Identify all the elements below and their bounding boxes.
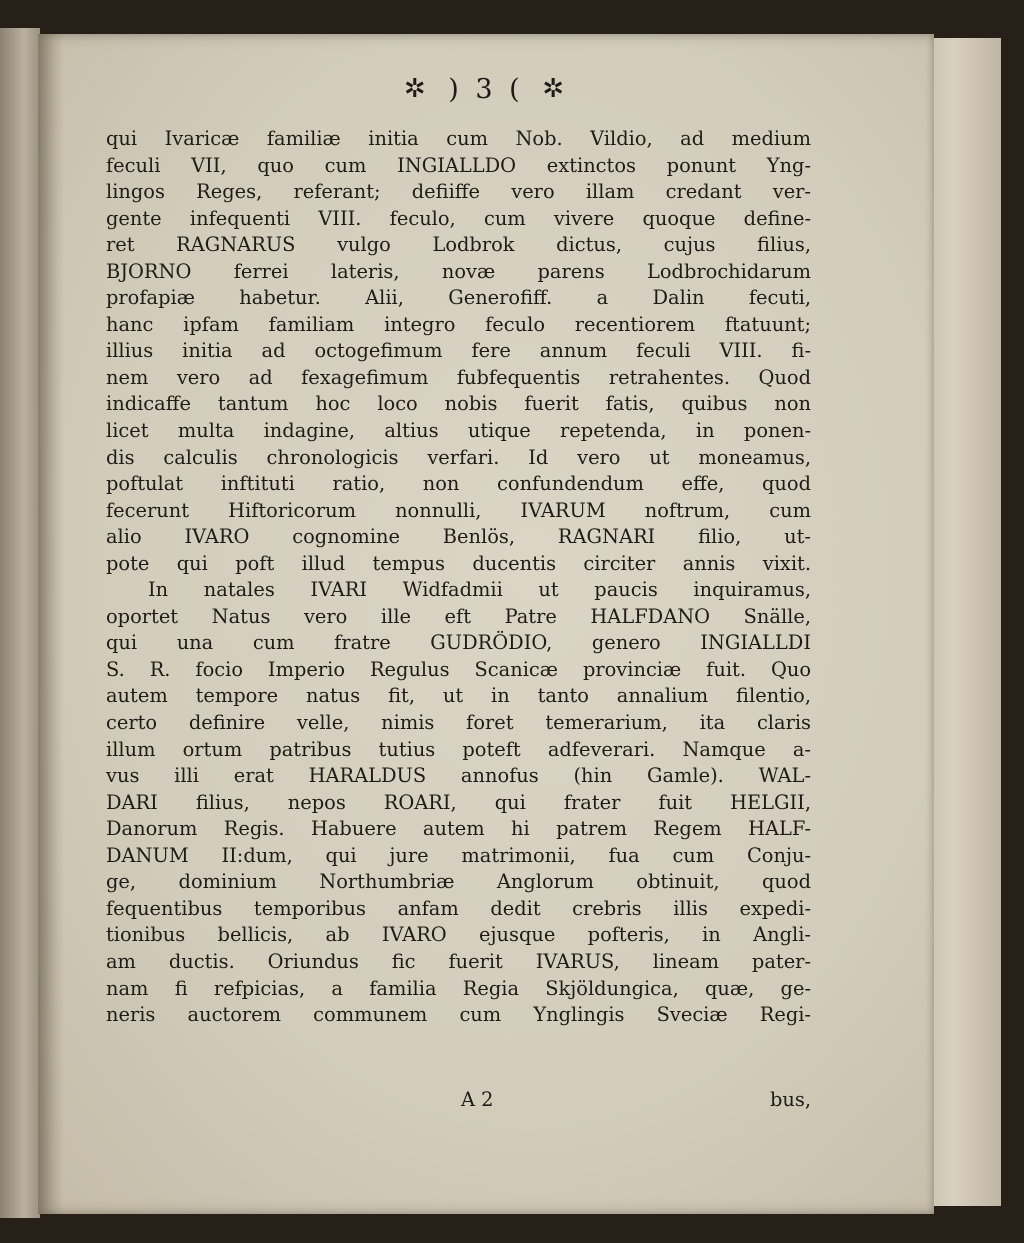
- left-ornament: ✲: [403, 74, 430, 104]
- book-page: [38, 34, 934, 1214]
- text-line: In natales IVARI Widfadmii ut paucis inquiramus,: [148, 578, 811, 602]
- text-line: profapiæ habetur. Alii, Generofiff. a Dalin fecuti,: [106, 286, 811, 310]
- text-line: neris auctorem communem cum Ynglingis Sveciæ Regi-: [106, 1003, 811, 1027]
- gutter-shadow: [38, 34, 64, 1214]
- signature-mark: A 2: [461, 1088, 494, 1111]
- text-line: feculi VII, quo cum INGIALLDO extinctos ponunt Yng-: [106, 153, 811, 177]
- text-line: dis calculis chronologicis verfari. Id vero ut moneamus,: [106, 445, 811, 469]
- text-line: S. R. focio Imperio Regulus Scanicæ provinciæ fuit. Quo: [106, 657, 811, 681]
- text-line: indicaffe tantum hoc loco nobis fuerit fatis, quibus non: [106, 392, 811, 416]
- text-line: ret RAGNARUS vulgo Lodbrok dictus, cujus filius,: [106, 233, 811, 257]
- facing-page-edge: [0, 28, 40, 1218]
- text-line: hanc ipfam familiam integro feculo recentiorem ftatuunt;: [106, 312, 811, 336]
- page-header: [38, 74, 934, 105]
- text-line: fequentibus temporibus anfam dedit crebris illis expedi-: [106, 896, 811, 920]
- text-line: am ductis. Oriundus fic fuerit IVARUS, lineam pater-: [106, 949, 811, 973]
- text-line: certo definire velle, nimis foret temerarium, ita claris: [106, 711, 811, 735]
- text-line: fecerunt Hiftoricorum nonnulli, IVARUM noftrum, cum: [106, 498, 811, 522]
- text-line: licet multa indagine, altius utique repetenda, in ponen-: [106, 419, 811, 443]
- text-line: illum ortum patribus tutius poteft adfeverari. Namque a-: [106, 737, 811, 761]
- text-line: ge, dominium Northumbriæ Anglorum obtinuit, quod: [106, 870, 811, 894]
- text-line: DANUM II:dum, qui jure matrimonii, fua cum Conju-: [106, 843, 811, 867]
- text-line: illius initia ad octogefimum fere annum feculi VIII. fi-: [106, 339, 811, 363]
- catchword: bus,: [769, 1088, 811, 1111]
- text-line: poftulat inftituti ratio, non confundendum effe, quod: [106, 472, 811, 496]
- text-line: vus illi erat HARALDUS annofus (hin Gamle). WAL-: [106, 764, 811, 788]
- page-footer: [106, 1088, 811, 1116]
- text-line: oportet Natus vero ille eft Patre HALFDANO Snälle,: [106, 604, 811, 628]
- page-number: ) 3 (: [448, 74, 524, 105]
- text-line: Danorum Regis. Habuere autem hi patrem Regem HALF-: [106, 817, 811, 841]
- text-line: DARI filius, nepos ROARI, qui frater fuit HELGII,: [106, 790, 811, 814]
- text-line: qui Ivaricæ familiæ initia cum Nob. Vildio, ad medium: [106, 127, 811, 150]
- text-line: nem vero ad fexagefimum fubfequentis retrahentes. Quod: [106, 365, 811, 389]
- body-text: [106, 126, 811, 1029]
- text-line: nam fi refpicias, a familia Regia Skjöldungica, quæ, ge-: [106, 976, 811, 1000]
- text-line: alio IVARO cognomine Benlös, RAGNARI filio, ut-: [106, 525, 811, 549]
- text-line: BJORNO ferrei lateris, novæ parens Lodbrochidarum: [106, 259, 811, 283]
- text-line: gente infequenti VIII. feculo, cum vivere quoque define-: [106, 206, 811, 230]
- text-line: autem tempore natus fit, ut in tanto annalium filentio,: [106, 684, 811, 708]
- right-ornament: ✲: [542, 74, 569, 104]
- text-line: qui una cum fratre GUDRÖDIO, genero INGIALLDI: [106, 631, 811, 655]
- text-line: pote qui poft illud tempus ducentis circiter annis vixit.: [106, 551, 811, 575]
- text-line: tionibus bellicis, ab IVARO ejusque pofteris, in Angli-: [106, 923, 811, 947]
- text-line: lingos Reges, referant; defiiffe vero illam credant ver-: [106, 180, 811, 204]
